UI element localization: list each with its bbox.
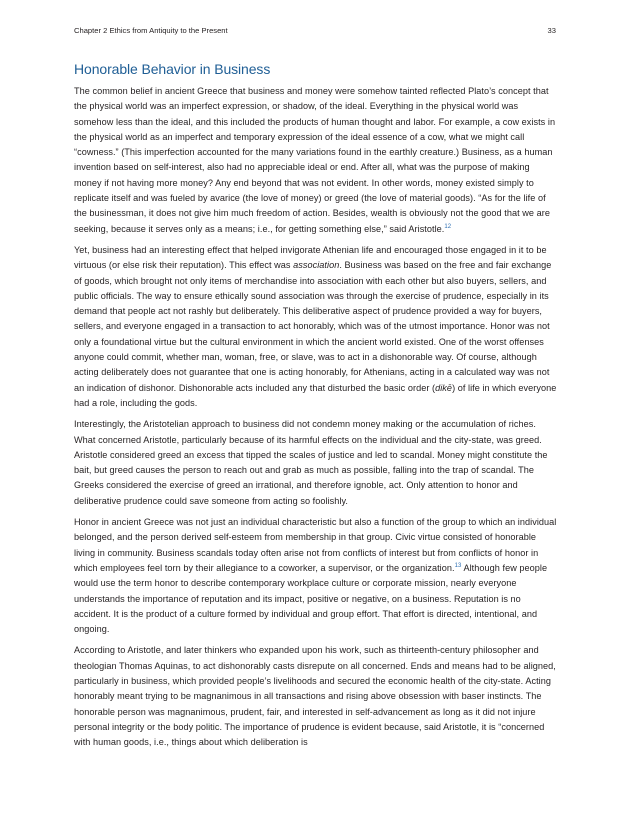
section-heading: Honorable Behavior in Business: [74, 61, 271, 77]
footnote-reference[interactable]: 12: [444, 223, 452, 230]
paragraph-text: Honor in ancient Greece was not just an individual characteristic but also a function of the group to which an individual belonged, and the person derived self-esteem from membership in that group. Civic virtue consisted of honorable living in community. Business scandals today often arise not from conflicts of interest but from conflicts of honor in which employees feel torn by their allegiance to a coworker, a supervisor, or the organization.: [74, 517, 557, 573]
emphasized-term: dikē: [435, 382, 453, 393]
footnote-reference[interactable]: 13: [454, 562, 462, 569]
paragraph-2: [74, 243, 558, 411]
paragraph-text: According to Aristotle, and later thinkers who expanded upon his work, such as thirteenth-century philosopher and theologian Thomas Aquinas, to act dishonorably casts disrepute on all concerned. Ends and means had to be aligned, particularly in business, which provided people’s livelihoods and secured the economic health of the city-state. Acting honorably meant trying to be magnanimous in all transactions and rising above obsession with baser instincts. The honorable person was magnanimous, prudent, fair, and interested in self-advancement as long as it did not injure personal integrity or the body politic. The importance of prudence is evident because, said Aristotle, it is “concerned with human goods, i.e., things about which deliberation is: [74, 645, 556, 748]
page-content: [74, 60, 558, 756]
chapter-title: Chapter 2 Ethics from Antiquity to the Present: [74, 26, 228, 35]
page-number: 33: [547, 26, 556, 35]
paragraph-text: The common belief in ancient Greece that business and money were somehow tainted reflected Plato’s concept that the physical world was an imperfect expression, or shadow, of the ideal. Everything in the physical world was somehow less than the ideal, and this included the products of human thought and labor. For example, a cow exists in the physical world as an imperfect and temporary expression of the ideal essence of a cow, what we might call “cowness.” (This imperfection accounted for the many variations found in the earthly creature.) Business, as a human invention based on self-interest, also had no appreciable ideal or end. After all, what was the purpose of making money if not having more money? Any end beyond that was not evident. In other words, money existed simply to replicate itself and was fueled by avarice (the love of money) or greed (the love of material goods). “As for the life of the businessman, it does not give him much freedom of action. Besides, wealth is obviously not the good that we are seeking, because it serves only as a means; i.e., for getting something else,” said Aristotle.: [74, 86, 556, 234]
paragraph-text: ) of life in which everyone had a role, including the gods.: [74, 382, 557, 408]
paragraph-text: Although few people would use the term honor to describe contemporary workplace culture or corporate mission, nearly everyone understands the importance of reputation and its impact, positive or negative, on a business. Reputation is no accident. It is the product of a culture formed by individual and group effort. That effort is directed, intentional, and ongoing.: [74, 562, 548, 635]
paragraph-3: [74, 417, 558, 509]
paragraph-text: Interestingly, the Aristotelian approach to business did not condemn money making or the accumulation of riches. What concerned Aristotle, particularly because of its harmful effects on the individual and the city-state, was greed. Aristotle considered greed an excess that tipped the scales of justice and led to scandal. Money might constitute the bait, but greed causes the person to reach out and grab as much as possible, falling into the trap of scandal. The Greeks considered the exercise of greed an irrational, and therefore ignoble, act. Only attention to honor and deliberative prudence could save someone from acting so foolishly.: [74, 419, 548, 506]
running-header: [74, 26, 556, 38]
paragraph-4: [74, 515, 558, 637]
emphasized-term: association: [293, 260, 340, 271]
paragraph-5: [74, 643, 558, 750]
paragraph-text: Yet, business had an interesting effect that helped invigorate Athenian life and encouraged those engaged in it to be virtuous (or else risk their reputation). This effect was: [74, 244, 547, 271]
paragraph-text: . Business was based on the free and fair exchange of goods, which brought not only items of merchandise into association with each other but also buyers, sellers, and public officials. The way to ensure ethically sound association was through the exercise of prudence, especially in its demand that people act not rashly but deliberately. This deliberative aspect of prudence provided a way for buyers, sellers, and everyone engaged in a transaction to act honorably, which was of the utmost importance. Honor was not only a foundational virtue but the cultural environment in which the ancient world existed. One of the worst offenses anyone could commit, whether man, woman, free, or slave, was to act in a dishonorable way. Of course, although acting deliberately does not guarantee that one is acting honorably, for Athenians, acting in a calculated way was not an indication of dishonor. Dishonorable acts included any that disturbed the basic order (: [74, 260, 552, 393]
paragraph-1: [74, 84, 558, 237]
